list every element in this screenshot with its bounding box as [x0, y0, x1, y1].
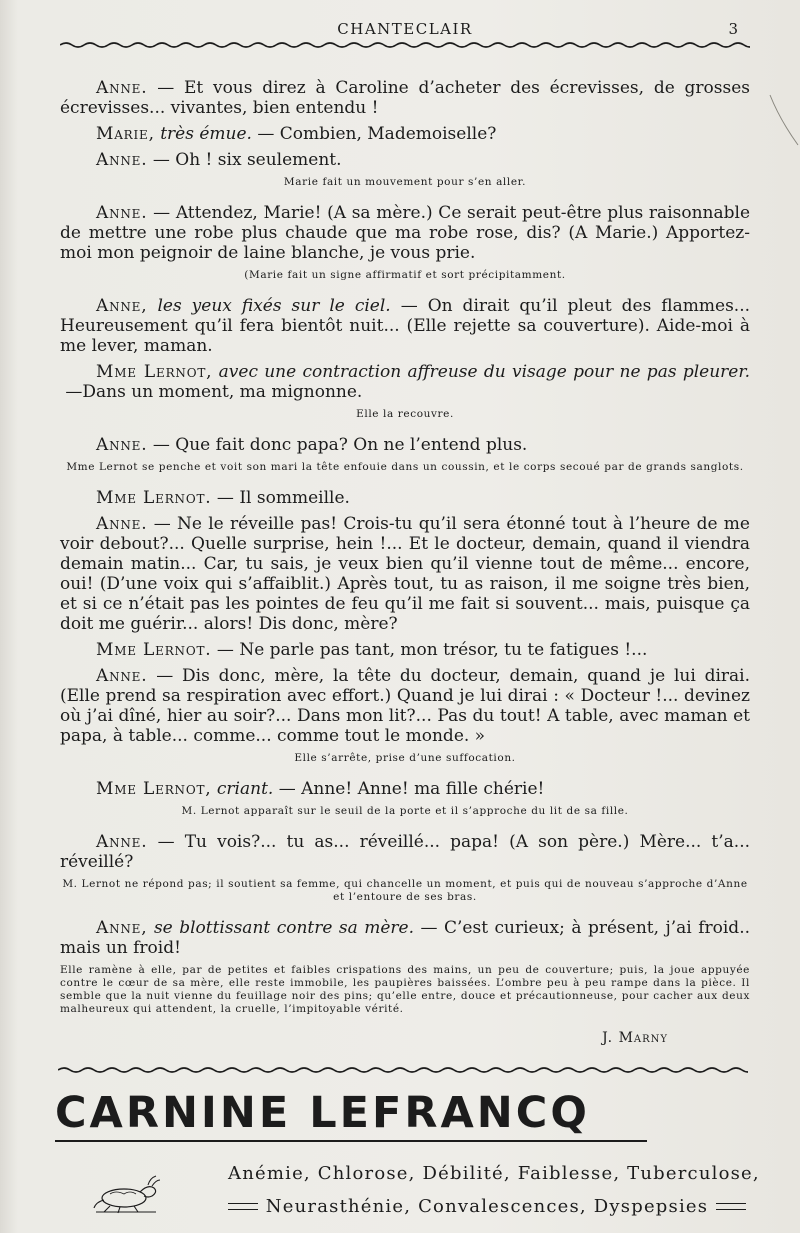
dialogue-text: On dirait qu’il pleut des flammes... Heureusement qu’il fera bientôt nuit... (Elle rejette sa couverture). Aide-moi à me lever, maman. — [60, 296, 751, 356]
dialogue-text: Combien, Mademoiselle? — [279, 124, 497, 144]
dash-separator: — — [60, 382, 83, 402]
dialogue-text: Oh ! six seulement. — [175, 150, 342, 170]
dash-separator: — — [147, 435, 176, 455]
header-wavy-rule — [60, 41, 750, 49]
dialogue-line — [60, 918, 750, 958]
dialogue-text: C’est curieux; à présent, j’ai froid.. mais un froid! — [60, 918, 750, 958]
dash-separator: — — [147, 832, 185, 852]
ad-brand-underline — [55, 1140, 647, 1142]
dialogue-line — [60, 514, 750, 634]
speaker-name: Anne. — [96, 832, 148, 852]
dialogue-line — [60, 78, 750, 118]
ad-indications-line-2 — [228, 1196, 746, 1217]
ad-indications-line-2-text: Neurasthénie, Convalescences, Dyspepsies — [265, 1196, 709, 1217]
speaker-name: Anne. — [96, 666, 148, 686]
speaker-name: Marie, — [96, 124, 155, 144]
stage-direction: Elle ramène à elle, par de petites et faibles crispations des mains, un peu de couverture; puis, la joue appuyée contre le cœur de sa mère, elle reste immobile, les paupières baissées. L’ombre peu à peu rampe dans la pièce. Il semble que la nuit vienne du feuillage noir des pins; qu’elle entre, douce et précautionneuse, pour cacher aux deux malheureux qui attendent, la cruelle, l’impitoyable vérité. — [60, 964, 750, 1015]
dialogue-text: Dis donc, mère, la tête du docteur, demain, quand je lui dirai. (Elle prend sa respiration avec effort.) Quand je lui dirai : « Docteur !... devinez où j’ai dîné, hier au soir?... Dans mon lit?... Pas du tout! A table, avec maman et papa, à table... comme... comme tout le monde. » — [60, 666, 751, 746]
speaker-name: Mme Lernot. — [96, 488, 212, 508]
dialogue-line — [60, 124, 750, 144]
dash-separator: — — [211, 488, 240, 508]
author-initial: J. — [602, 1030, 614, 1046]
dialogue-text: Il sommeille. — [239, 488, 350, 508]
stage-direction-inline: très émue. — [160, 124, 252, 144]
stage-direction: Elle s’arrête, prise d’une suffocation. — [294, 752, 516, 764]
dialogue-line — [60, 666, 750, 746]
speaker-name: Mme Lernot. — [96, 640, 212, 660]
speaker-name: Anne, — [96, 918, 148, 938]
dialogue-text: Tu vois?... tu as... réveillé... papa! (A son père.) Mère... t’a... réveillé? — [60, 832, 751, 872]
page-header — [60, 18, 750, 48]
double-rule-left — [228, 1203, 258, 1210]
stage-direction-inline: avec une contraction affreuse du visage pour ne pas pleurer. — [218, 362, 750, 382]
dialogue-text: Attendez, Marie! (A sa mère.) Ce serait peut-être plus raisonnable de mettre une robe plus chaude que ma robe rose, dis? (A Marie.) Apportez-moi mon peignoir de laine blanche, je vous prie. — [60, 203, 751, 263]
ad-wavy-rule — [58, 1066, 748, 1074]
ad-indications-line-1: Anémie, Chlorose, Débilité, Faiblesse, Tuberculose, — [228, 1163, 760, 1184]
bull-icon — [90, 1168, 162, 1216]
speaker-name: Anne. — [96, 514, 148, 534]
speaker-name: Mme Lernot, — [96, 779, 212, 799]
stage-direction: Marie fait un mouvement pour s’en aller. — [283, 176, 527, 188]
stage-direction: Mme Lernot se penche et voit son mari la tête enfouie dans un coussin, et le corps secoué par de grands sanglots. — [66, 461, 744, 473]
running-title: CHANTECLAIR — [337, 20, 473, 38]
stage-direction-inline: les yeux fixés sur le ciel. — [157, 296, 391, 316]
speaker-name: Anne. — [96, 435, 148, 455]
dialogue-text: Ne le réveille pas! Crois-tu qu’il sera étonné tout à l’heure de me voir debout?... Quelle surprise, hein !... Et le docteur, demain, quand il viendra demain matin... Car, tu sais, je veux bien qu’il vienne tout de même... encore, oui! (D’une voix qui s’affaiblit.) Après tout, tu as raison, il me soigne très bien, et si ce n’était pas les pointes de feu qu’il me fait si souvent... mais, puisque ça doit me guérir... alors! Dis donc, mère? — [60, 514, 750, 634]
dialogue-line — [60, 150, 750, 170]
dash-separator: — — [251, 124, 280, 144]
page-curl-mark-icon — [760, 90, 800, 150]
author-signature — [60, 1028, 668, 1048]
dialogue-line — [60, 779, 750, 799]
dialogue-line — [60, 640, 750, 660]
dialogue-line — [60, 488, 750, 508]
dialogue-text: Dans un moment, ma mignonne. — [82, 382, 363, 402]
stage-direction: M. Lernot apparaît sur le seuil de la porte et il s’approche du lit de sa fille. — [181, 805, 629, 817]
speaker-name: Anne. — [96, 150, 148, 170]
dash-separator: — — [147, 203, 176, 223]
dialogue-line — [60, 435, 750, 455]
dialogue-line — [60, 296, 750, 356]
dash-separator: — — [147, 666, 183, 686]
ad-brand-title: CARNINE LEFRANCQ — [55, 1088, 590, 1138]
author-name: Marny — [618, 1030, 668, 1046]
dash-separator: — — [414, 918, 444, 938]
dash-separator: — — [273, 779, 302, 799]
dialogue-line — [60, 832, 750, 872]
dialogue-text: Anne! Anne! ma fille chérie! — [301, 779, 545, 799]
page-number: 3 — [728, 20, 738, 38]
dialogue-text: Que fait donc papa? On ne l’entend plus. — [175, 435, 528, 455]
speaker-name: Anne. — [96, 203, 148, 223]
stage-direction-inline: criant. — [216, 779, 274, 799]
stage-direction: M. Lernot ne répond pas; il soutient sa femme, qui chancelle un moment, et puis qui de nouveau s’approche d’Anne et l’entoure de ses bras. — [62, 878, 748, 903]
dash-separator: — — [147, 514, 178, 534]
dialogue-text: Et vous direz à Caroline d’acheter des écrevisses, de grosses écrevisses... vivantes, bien entendu ! — [60, 78, 750, 118]
dialogue-line — [60, 362, 750, 402]
dialogue-line — [60, 203, 750, 263]
stage-direction: (Marie fait un signe affirmatif et sort précipitamment. — [244, 269, 566, 281]
dash-separator: — — [211, 640, 240, 660]
dash-separator: — — [147, 78, 184, 98]
speaker-name: Anne. — [96, 78, 148, 98]
speaker-name: Anne, — [96, 296, 148, 316]
stage-direction: Elle la recouvre. — [356, 408, 454, 420]
play-text — [60, 78, 750, 1048]
stage-direction-inline: se blottissant contre sa mère. — [153, 918, 415, 938]
dash-separator: — — [390, 296, 428, 316]
dash-separator: — — [147, 150, 176, 170]
speaker-name: Mme Lernot, — [96, 362, 213, 382]
double-rule-right — [716, 1203, 746, 1210]
dialogue-text: Ne parle pas tant, mon trésor, tu te fatigues !... — [239, 640, 648, 660]
